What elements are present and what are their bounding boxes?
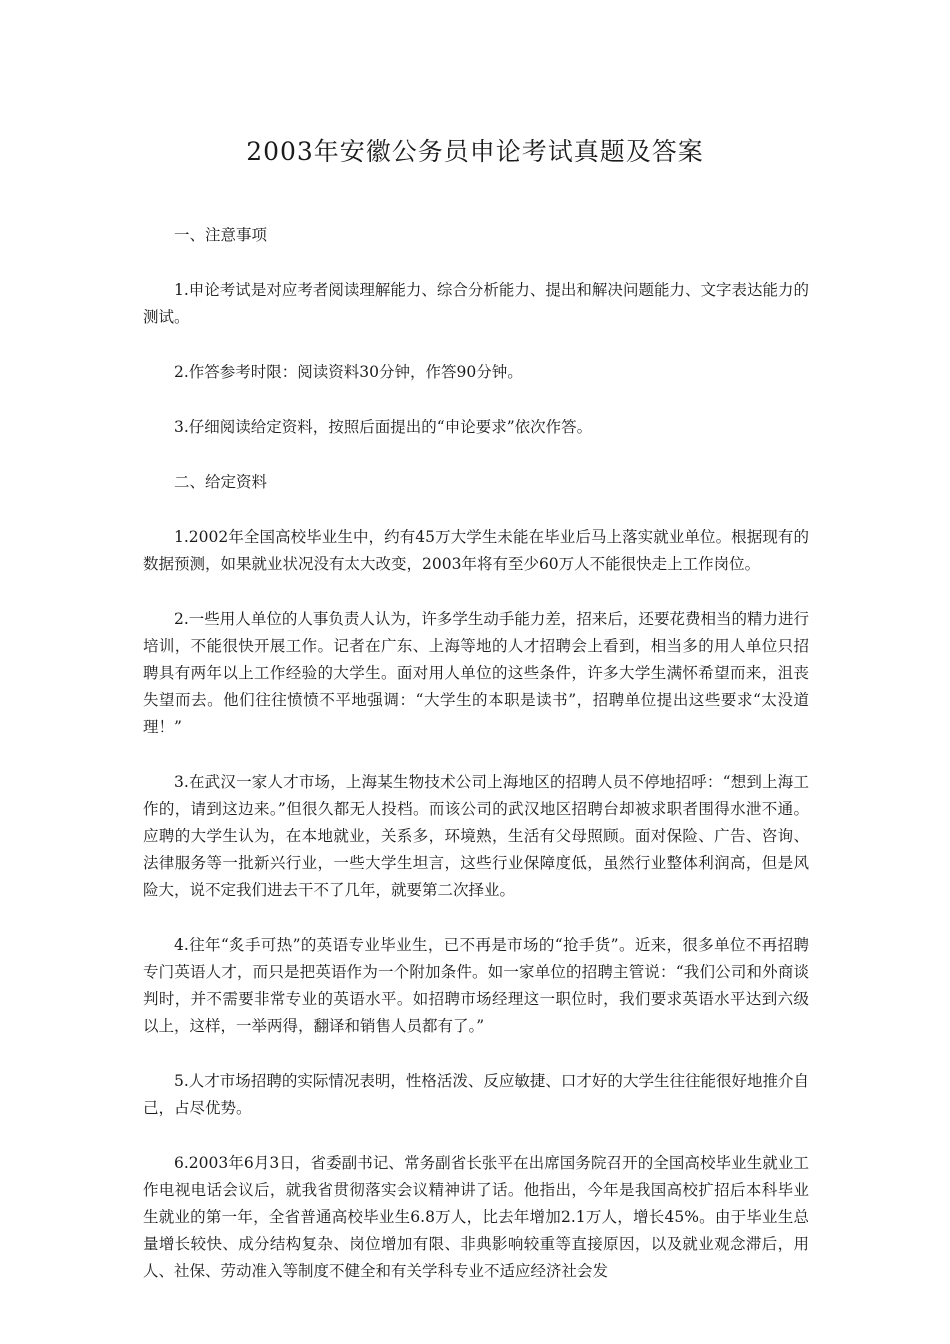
section-heading-notes: 一、注意事项 (174, 226, 268, 244)
document-body (143, 222, 809, 1313)
material-item-1: 1.2002年全国高校毕业生中，约有45万大学生未能在毕业后马上落实就业单位。根据现有的数据预测，如果就业状况没有太大改变，2003年将有至少60万人不能很快走上工作岗位。 (143, 528, 809, 573)
material-item-3: 3.在武汉一家人才市场，上海某生物技术公司上海地区的招聘人员不停地招呼：“想到上海工作的，请到这边来。”但很久都无人投档。而该公司的武汉地区招聘台却被求职者围得水泄不通。应聘的大学生认为，在本地就业，关系多，环境熟，生活有父母照顾。面对保险、广告、咨询、法律服务等一批新兴行业，一些大学生坦言，这些行业保障度低，虽然行业整体利润高，但是风险大，说不定我们进去干不了几年，就要第二次择业。 (143, 773, 809, 899)
document-title: 2003年安徽公务员申论考试真题及答案 (246, 137, 704, 166)
notes-item-2: 2.作答参考时限：阅读资料30分钟，作答90分钟。 (174, 363, 523, 381)
notes-item-3: 3.仔细阅读给定资料，按照后面提出的“申论要求”依次作答。 (174, 418, 593, 436)
material-item-5: 5.人才市场招聘的实际情况表明，性格活泼、反应敏捷、口才好的大学生往往能很好地推介自己，占尽优势。 (143, 1072, 809, 1117)
notes-item-1: 1.申论考试是对应考者阅读理解能力、综合分析能力、提出和解决问题能力、文字表达能力的测试。 (143, 281, 809, 326)
material-item-2: 2.一些用人单位的人事负责人认为，许多学生动手能力差，招来后，还要花费相当的精力进行培训，不能很快开展工作。记者在广东、上海等地的人才招聘会上看到，相当多的用人单位只招聘具有两年以上工作经验的大学生。面对用人单位的这些条件，许多大学生满怀希望而来，沮丧失望而去。他们往往愤愤不平地强调：“大学生的本职是读书”，招聘单位提出这些要求“太没道理！” (143, 610, 809, 736)
section-heading-materials: 二、给定资料 (174, 473, 268, 491)
material-item-4: 4.往年“炙手可热”的英语专业毕业生，已不再是市场的“抢手货”。近来，很多单位不再招聘专门英语人才，而只是把英语作为一个附加条件。如一家单位的招聘主管说：“我们公司和外商谈判时，并不需要非常专业的英语水平。如招聘市场经理这一职位时，我们要求英语水平达到六级以上，这样，一举两得，翻译和销售人员都有了。” (143, 936, 809, 1035)
material-item-6: 6.2003年6月3日，省委副书记、常务副省长张平在出席国务院召开的全国高校毕业生就业工作电视电话会议后，就我省贯彻落实会议精神讲了话。他指出，今年是我国高校扩招后本科毕业生就业的第一年，全省普通高校毕业生6.8万人，比去年增加2.1万人，增长45%。由于毕业生总量增长较快、成分结构复杂、岗位增加有限、非典影响较重等直接原因，以及就业观念滞后，用人、社保、劳动准入等制度不健全和有关学科专业不适应经济社会发 (143, 1154, 809, 1280)
